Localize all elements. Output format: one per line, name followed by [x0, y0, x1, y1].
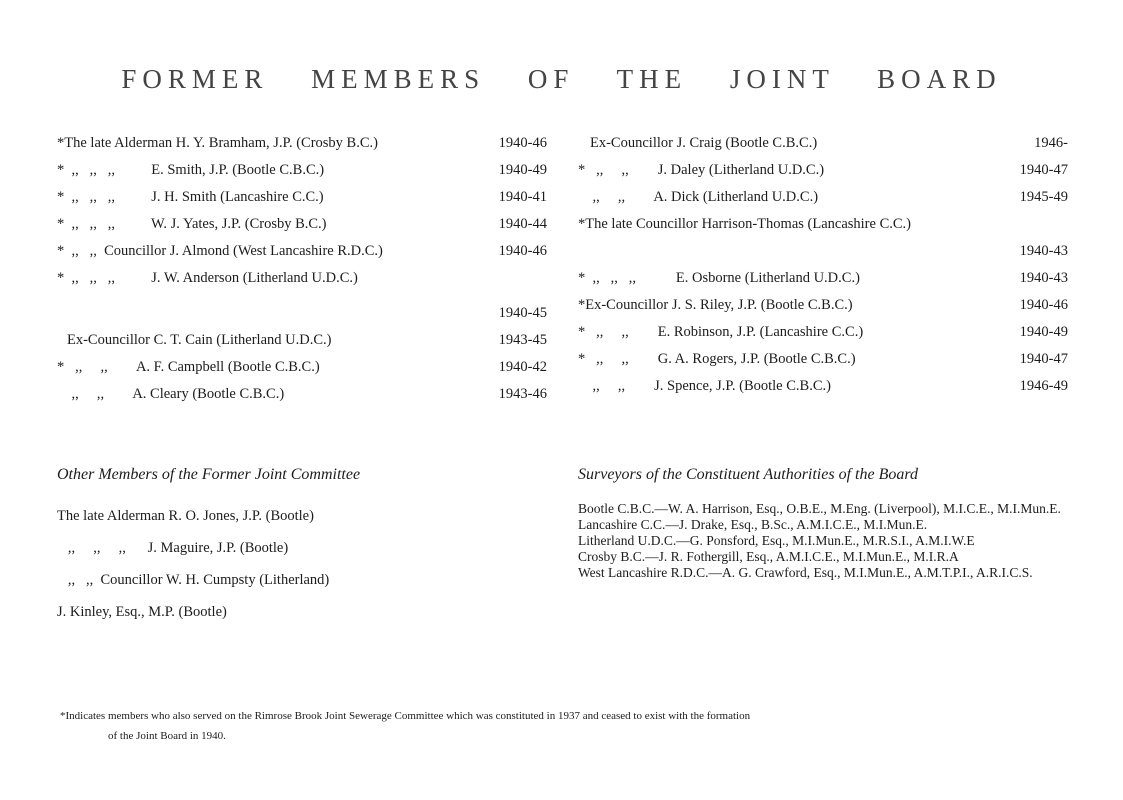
member-years: 1940-45 [498, 305, 547, 321]
member-years: 1940-42 [498, 359, 547, 375]
member-years: 1940-43 [1019, 270, 1068, 286]
member-years: 1946- [1034, 135, 1068, 151]
member-name: ,, ,, A. Dick (Litherland U.D.C.) [578, 189, 819, 205]
footnote-line: *Indicates members who also served on the Rimrose Brook Joint Sewerage Committee which was constituted in 1937 and ceased to exist with the formation [60, 710, 751, 722]
member-name: *The late Alderman H. Y. Bramham, J.P. (Crosby B.C.) [57, 135, 378, 151]
surveyors-heading: Surveyors of the Constituent Authorities of the Board [578, 466, 918, 483]
list-item: Crosby B.C.—J. R. Fothergill, Esq., A.M.I.C.E., M.I.Mun.E., M.I.R.A [578, 549, 959, 564]
member-years: 1940-44 [498, 216, 547, 232]
member-years: 1945-49 [1019, 189, 1068, 205]
list-item [57, 532, 537, 564]
member-name: Ex-Councillor C. T. Cain (Litherland U.D.C.) [67, 332, 332, 348]
member-name: * ,, ,, Councillor J. Almond (West Lancashire R.D.C.) [57, 243, 383, 259]
surveyors-list [578, 502, 1070, 582]
list-item [57, 564, 537, 596]
list-item [578, 373, 1068, 400]
other-members-list [57, 500, 537, 628]
list-item [578, 319, 1068, 346]
list-item [578, 346, 1068, 373]
member-name: ,, ,, A. Cleary (Bootle C.B.C.) [57, 386, 285, 402]
member-name: * ,, ,, E. Robinson, J.P. (Lancashire C.C.) [578, 324, 864, 340]
member-name: ,, ,, Councillor W. H. Cumpsty (Litherland) [57, 572, 330, 588]
member-years: 1940-49 [1019, 324, 1068, 340]
member-name: * ,, ,, ,, E. Osborne (Litherland U.D.C.) [578, 270, 860, 286]
list-item [57, 327, 547, 354]
member-name: *The late Councillor Harrison-Thomas (Lancashire C.C.) [578, 216, 911, 232]
list-item: West Lancashire R.D.C.—A. G. Crawford, Esq., M.I.Mun.E., A.M.T.P.I., A.R.I.C.S. [578, 565, 1033, 580]
member-years: 1940-43 [1019, 243, 1068, 259]
list-item [57, 381, 547, 408]
member-years: 1946-49 [1019, 378, 1068, 394]
member-name: * ,, ,, ,, J. W. Anderson (Litherland U.D.C.) [57, 270, 358, 286]
member-years: 1940-46 [498, 243, 547, 259]
member-years: 1940-46 [498, 135, 547, 151]
list-item [57, 184, 547, 211]
member-name: * ,, ,, ,, W. J. Yates, J.P. (Crosby B.C.) [57, 216, 327, 232]
member-years: 1940-47 [1019, 351, 1068, 367]
member-years: 1940-46 [1019, 297, 1068, 313]
list-item [578, 292, 1068, 319]
former-members-left-column [57, 130, 547, 408]
list-item [57, 238, 547, 265]
footnote-line: of the Joint Board in 1940. [108, 730, 226, 742]
member-name: *Ex-Councillor J. S. Riley, J.P. (Bootle C.B.C.) [578, 297, 853, 313]
member-years: 1940-49 [498, 162, 547, 178]
list-item: Bootle C.B.C.—W. A. Harrison, Esq., O.B.E., M.Eng. (Liverpool), M.I.C.E., M.I.Mun.E. [578, 501, 1061, 516]
list-item [578, 157, 1068, 184]
list-item [57, 596, 537, 628]
list-item [578, 211, 1068, 238]
member-name: * ,, ,, ,, E. Smith, J.P. (Bootle C.B.C.) [57, 162, 325, 178]
list-item [578, 130, 1068, 157]
member-name: * ,, ,, J. Daley (Litherland U.D.C.) [578, 162, 825, 178]
footnote [60, 706, 1065, 746]
member-name: ,, ,, J. Spence, J.P. (Bootle C.B.C.) [578, 378, 831, 394]
page-title: FORMER MEMBERS OF THE JOINT BOARD [121, 64, 1002, 94]
list-item [57, 354, 547, 381]
list-item [57, 130, 547, 157]
member-name: * ,, ,, G. A. Rogers, J.P. (Bootle C.B.C.) [578, 351, 856, 367]
list-item: Litherland U.D.C.—G. Ponsford, Esq., M.I.Mun.E., M.R.S.I., A.M.I.W.E [578, 533, 975, 548]
former-members-right-column [578, 130, 1068, 400]
member-years: 1940-41 [498, 189, 547, 205]
list-item [57, 300, 547, 327]
list-item [57, 265, 547, 292]
member-years: 1943-45 [498, 332, 547, 348]
list-item [578, 265, 1068, 292]
list-item [57, 157, 547, 184]
member-years: 1943-46 [498, 386, 547, 402]
member-name: * ,, ,, A. F. Campbell (Bootle C.B.C.) [57, 359, 320, 375]
other-members-heading: Other Members of the Former Joint Committee [57, 466, 361, 483]
member-name: The late Alderman R. O. Jones, J.P. (Bootle) [57, 508, 314, 524]
list-item: Lancashire C.C.—J. Drake, Esq., B.Sc., A.M.I.C.E., M.I.Mun.E. [578, 517, 928, 532]
list-item [578, 238, 1068, 265]
member-years: 1940-47 [1019, 162, 1068, 178]
member-name: ,, ,, ,, J. Maguire, J.P. (Bootle) [57, 540, 289, 556]
member-name: * ,, ,, ,, J. H. Smith (Lancashire C.C.) [57, 189, 324, 205]
list-item [57, 500, 537, 532]
list-item [578, 184, 1068, 211]
member-name: J. Kinley, Esq., M.P. (Bootle) [57, 604, 227, 620]
list-item [57, 211, 547, 238]
member-name: Ex-Councillor J. Craig (Bootle C.B.C.) [590, 135, 818, 151]
